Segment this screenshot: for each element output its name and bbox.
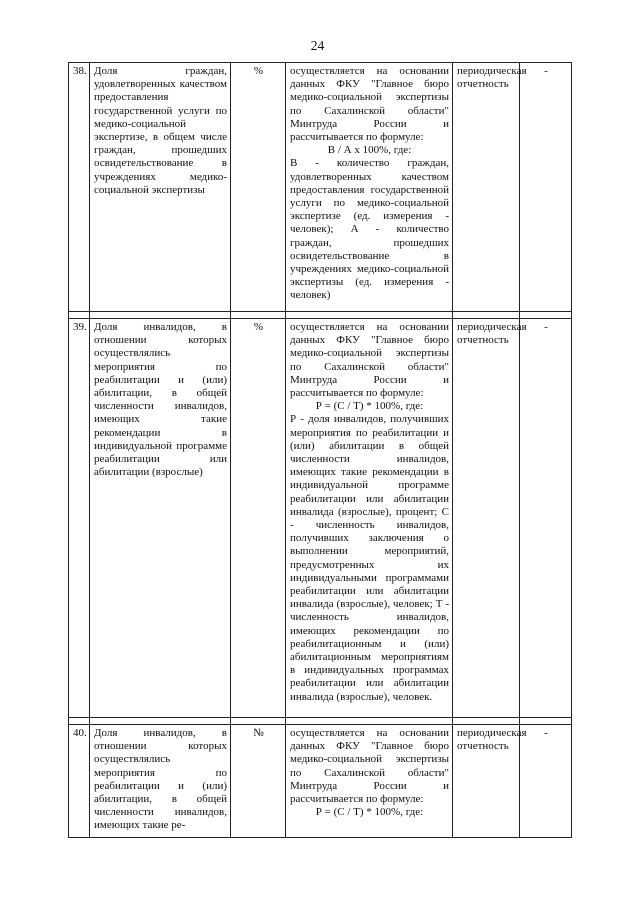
row-gap [69, 718, 572, 725]
unit-of-measure: № [231, 725, 286, 838]
calculation-method [286, 63, 453, 312]
calculation-method [286, 319, 453, 718]
indicator-name: Доля инвалидов, в отношении которых осуществлялись мероприятия по реабилитации и (или) абилитации, в общей численности инвалидов, имеющих такие ре- [90, 725, 231, 838]
row-number: 40. [69, 725, 90, 838]
note: - [520, 725, 572, 838]
formula: Р = (С / Т) * 100%, где: [315, 806, 424, 819]
method-intro: осуществляется на основании данных ФКУ "Главное бюро медико-социальной экспертизы по Сахалинской области" Минтруда России и рассчитывается по формуле: [290, 727, 449, 806]
table-row [69, 63, 572, 312]
row-gap [69, 312, 572, 319]
page-number: 24 [310, 38, 325, 53]
periodicity: периодическая отчетность [453, 725, 520, 838]
formula: В / А x 100%, где: [327, 144, 412, 157]
method-variables: Р - доля инвалидов, получивших мероприятия по реабилитации и (или) абилитации в общей численности инвалидов, имеющих такие рекомендации в индивидуальной программе реабилитации или абилитации инвалида (взрослые), процент; С - численность инвалидов, получивших заключения о выполнении мероприятий, предусмотренных их индивидуальными программами реабилитации или абилитации инвалида (взрослые), человек; Т - численность инвалидов, имеющих рекомендации по реабилитационным и (или) абилитационным мероприятиям в индивидуальных программах реабилитации или абилитации инвалида (взрослые), человек. [290, 413, 449, 703]
table-row [69, 319, 572, 718]
calculation-method [286, 725, 453, 838]
method-intro: осуществляется на основании данных ФКУ "Главное бюро медико-социальной экспертизы по Сахалинской области" Минтруда России и рассчитывается по формуле: [290, 321, 449, 400]
formula: Р = (С / Т) * 100%, где: [315, 400, 424, 413]
note: - [520, 319, 572, 718]
periodicity: периодическая отчетность [453, 63, 520, 312]
table-row [69, 725, 572, 838]
note: - [520, 63, 572, 312]
indicator-table [68, 62, 572, 838]
row-number: 39. [69, 319, 90, 718]
method-variables: В - количество граждан, удовлетворенных качеством предоставления государственной услуги по медико-социальной экспертизе (ед. измерения - человек); А - количество граждан, прошедших освидетельствование в учреждениях медико-социальной экспертизы (ед. измерения - человек) [290, 157, 449, 302]
indicator-name: Доля инвалидов, в отношении которых осуществлялись мероприятия по реабилитации и (или) абилитации, в общей численности инвалидов, имеющих такие рекомендации в индивидуальной программе реабилитации или абилитации (взрослые) [90, 319, 231, 718]
unit-of-measure: % [231, 63, 286, 312]
periodicity: периодическая отчетность [453, 319, 520, 718]
method-intro: осуществляется на основании данных ФКУ "Главное бюро медико-социальной экспертизы по Сахалинской области" Минтруда России и рассчитывается по формуле: [290, 65, 449, 144]
row-number: 38. [69, 63, 90, 312]
indicator-name: Доля граждан, удовлетворенных качеством предоставления государственной услуги по медико-социальной экспертизе, в общем числе граждан, прошедших освидетельствование в учреждениях медико-социальной экспертизы [90, 63, 231, 312]
unit-of-measure: % [231, 319, 286, 718]
